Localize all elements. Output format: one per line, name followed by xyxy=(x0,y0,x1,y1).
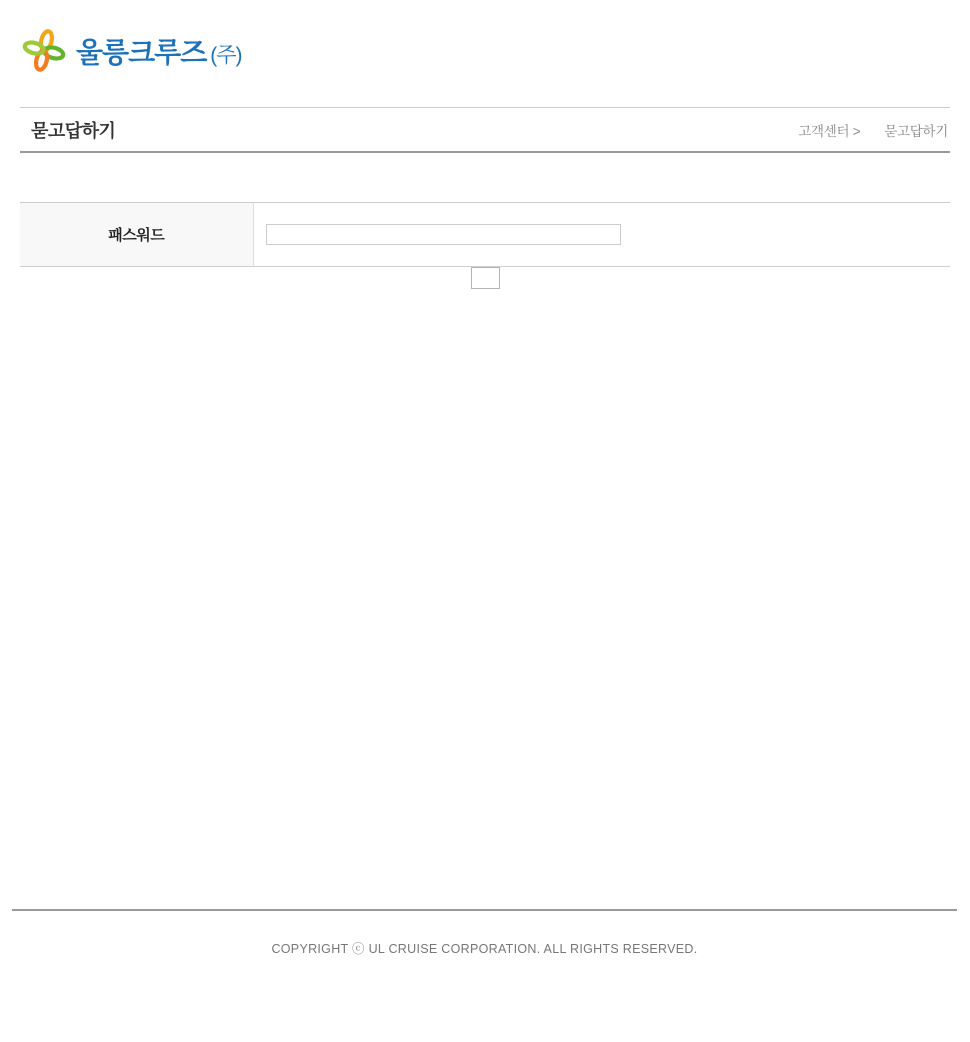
password-input[interactable] xyxy=(266,224,621,245)
breadcrumb xyxy=(798,120,948,140)
table-row xyxy=(20,203,950,267)
logo-text xyxy=(76,31,242,71)
submit-button[interactable] xyxy=(471,267,500,289)
main-content xyxy=(20,202,950,293)
password-label: 패스워드 xyxy=(20,203,253,267)
title-bar xyxy=(20,107,950,153)
footer xyxy=(12,909,957,957)
breadcrumb-current[interactable]: 묻고답하기 xyxy=(884,123,948,139)
breadcrumb-parent[interactable]: 고객센터 > xyxy=(798,123,861,139)
header xyxy=(0,0,970,107)
page-title: 묻고답하기 xyxy=(31,120,116,141)
logo-company-name: 울릉크루즈 xyxy=(76,36,207,68)
company-logo[interactable] xyxy=(22,28,242,73)
logo-company-suffix: (주) xyxy=(210,43,242,67)
password-table xyxy=(20,202,950,267)
password-cell xyxy=(253,203,950,267)
flower-logo-icon xyxy=(22,28,66,73)
copyright-text: COPYRIGHT ⓒ UL CRUISE CORPORATION. ALL RIGHTS RESERVED. xyxy=(271,942,698,956)
button-row xyxy=(20,267,950,293)
